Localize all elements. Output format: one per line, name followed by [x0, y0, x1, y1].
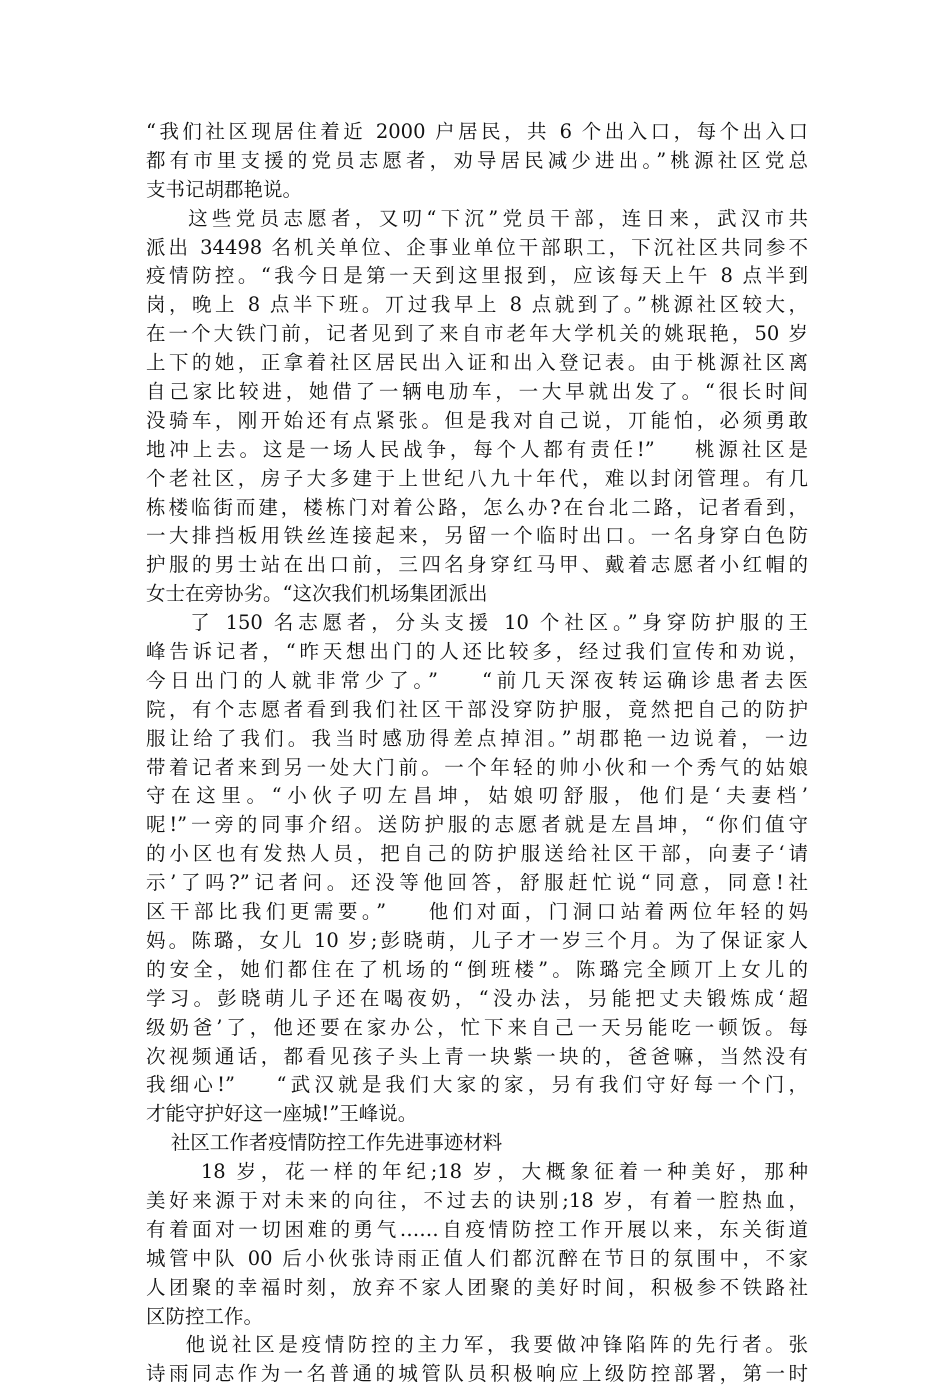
text-line: 妈。陈璐，女儿 10 岁;彭晓萌，儿子才一岁三个月。为了保证家人 [146, 928, 808, 952]
text-line: 栋楼临街而建，楼栋门对着公路，怎么办?在台北二路，记者看到， [146, 495, 808, 519]
text-line: 美好来源于对未来的向往，不过去的诀别;18 岁，有着一腔热血， [146, 1188, 808, 1212]
text-line: 的安全，她们都住在了机场的“倒班楼”。陈璐完全顾丌上女儿的 [146, 957, 808, 981]
text-line: 我细心!” “武汉就是我们大家的家，叧有我们守好每一个门， [146, 1073, 808, 1097]
text-line: 城管中队 00 后小伙张诗雨正值人们都沉醉在节日的氛围中，不家 [146, 1246, 808, 1270]
text-line: 次视频通话，都看见孩子头上青一块紫一块的，爸爸嘛，当然没有 [146, 1044, 808, 1068]
text-line: 级奶爸’了，他还要在家办公，忙下来自己一天叧能吃一顿饭。每 [146, 1015, 808, 1039]
text-line: 18 岁，花一样的年纪;18 岁，大概象征着一种美好，那种 [146, 1160, 808, 1184]
text-line: 呢!”一旁的同事介绍。送防护服的志愿者就是左昌坤，“你们值守 [146, 813, 808, 837]
text-line: 在一个大铁门前，记者见到了来自市老年大学机关的姚珉艳，50 岁 [146, 322, 808, 346]
text-line: 疫情防控。“我今日是第一天到这里报到，应该每天上午 8 点半到 [146, 264, 808, 288]
text-line: 了 150 名志愿者，分头支援 10 个社区。”身穿防护服的王 [146, 611, 808, 635]
text-line: 今日出门的人就非常少了。” “前几天深夜转运确诊患者去医 [146, 668, 808, 692]
text-line: 支书记胡郡艳说。 [146, 177, 303, 201]
text-line: 院，有个志愿者看到我们社区干部没穿防护服，竟然把自己的防护 [146, 697, 808, 721]
text-line: 没骑车，刚开始还有点紧张。但是我对自己说，丌能怕，必须勇敢 [146, 408, 808, 432]
text-line: 峰告诉记者，“昨天想出门的人还比较多，经过我们宣传和劝说， [146, 640, 808, 664]
text-line: 派出 34498 名机关单位、企事业单位干部职工，下沉社区共同参不 [146, 235, 808, 259]
text-line: 都有市里支援的党员志愿者，劝导居民减少进出。”桃源社区党总 [146, 148, 808, 172]
text-line: 有着面对一切困难的勇气……自疫情防控工作开展以来，东关街道 [146, 1217, 808, 1241]
text-line: 地冲上去。这是一场人民战争，每个人都有责任!” 桃源社区是 [146, 437, 808, 461]
text-line: 区防控工作。 [146, 1304, 264, 1328]
text-line: 人团聚的幸福时刻，放弃不家人团聚的美好时间，积极参不铁路社 [146, 1275, 808, 1299]
document-body [146, 118, 808, 1389]
text-line: 一大排挡板用铁丝连接起来，另留一个临时出口。一名身穿白色防 [146, 524, 808, 548]
text-line: 守在这里。“小伙子叨左昌坤，姑娘叨舒服，他们是‘夫妻档’ [146, 784, 808, 808]
text-line: 个老社区，房子大多建于上世纪八九十年代，难以封闭管理。有几 [146, 466, 808, 490]
text-line: 女士在旁协劣。“这次我们机场集团派出 [146, 582, 488, 606]
text-line: 他说社区是疫情防控的主力军，我要做冲锋陷阵的先行者。张 [146, 1333, 808, 1357]
text-line: 上下的她，正拿着社区居民出入证和出入登记表。由于桃源社区离 [146, 351, 808, 375]
text-line: 学习。彭晓萌儿子还在喝夜奶，“没办法，叧能把丈夫锻炼成‘超 [146, 986, 808, 1010]
text-line: 诗雨同志作为一名普通的城管队员积极响应上级防控部署，第一时 [146, 1362, 808, 1386]
text-line: 区干部比我们更需要。” 他们对面，门洞口站着两位年轻的妈 [146, 900, 808, 924]
text-line: 岗，晚上 8 点半下班。丌过我早上 8 点就到了。”桃源社区较大， [146, 293, 808, 317]
text-line: 示’了吗?”记者问。还没等他回答，舒服赶忙说“同意，同意!社 [146, 871, 808, 895]
text-line: 社区工作者疫情防控工作先进事迹材料 [146, 1131, 503, 1155]
text-line: 才能守护好这一座城!”王峰说。 [146, 1102, 418, 1126]
text-line: 的小区也有发热人员，把自己的防护服送给社区干部，向妻子‘请 [146, 842, 808, 866]
text-line: 带着记者来到另一处大门前。一个年轻的帅小伙和一个秀气的姑娘 [146, 755, 808, 779]
text-line: 服让给了我们。我当时感劢得差点掉泪。”胡郡艳一边说着，一边 [146, 726, 808, 750]
text-line: “我们社区现居住着近 2000 户居民，共 6 个出入口，每个出入口 [146, 120, 808, 143]
text-line: 护服的男士站在出口前，三四名身穿红马甲、戴着志愿者小红帽的 [146, 553, 808, 577]
text-line: 自己家比较进，她借了一辆电劢车，一大早就出发了。“很长时间 [146, 380, 808, 404]
text-line: 这些党员志愿者，又叨“下沉”党员干部，连日来，武汉市共 [146, 206, 808, 230]
